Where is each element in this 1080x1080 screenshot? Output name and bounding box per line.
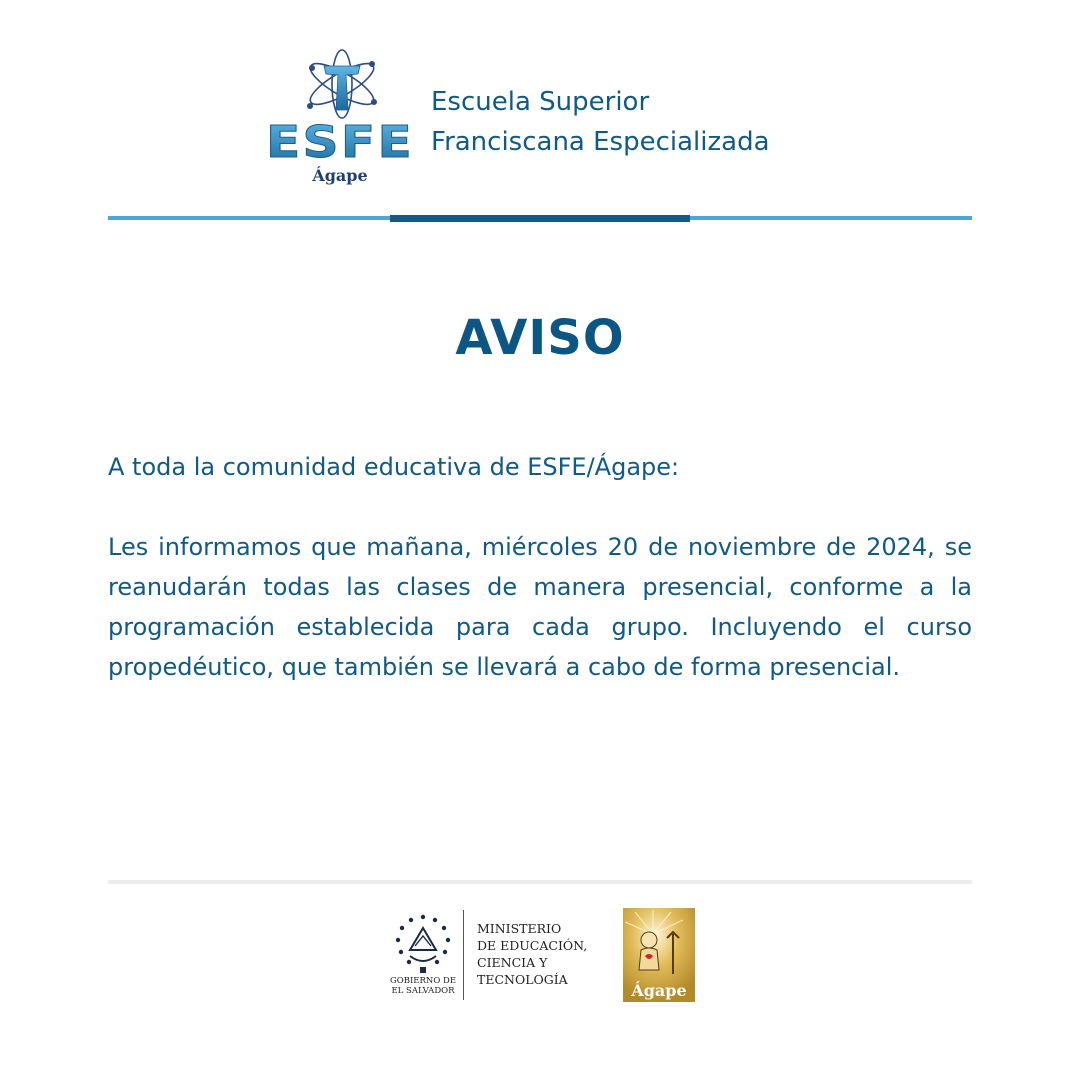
ministry-line4: TECNOLOGÍA xyxy=(477,972,568,987)
notice-greeting: A toda la comunidad educativa de ESFE/Ágape: xyxy=(108,453,680,481)
esfe-logo xyxy=(262,48,418,188)
government-caption-line2: EL SALVADOR xyxy=(391,986,455,996)
esfe-wordmark: ESFE xyxy=(266,117,414,168)
footer-divider xyxy=(108,880,972,884)
ministry-line1: MINISTERIO xyxy=(477,921,562,936)
agape-logo-label: Ágape xyxy=(631,981,687,1000)
header-divider-accent xyxy=(390,215,690,222)
government-caption-line1: GOBIERNO DE xyxy=(389,976,457,986)
footer-logo-divider xyxy=(463,910,464,1000)
ministry-name xyxy=(477,920,587,988)
school-name xyxy=(431,82,770,162)
notice-title: AVISO xyxy=(455,310,625,366)
notice-body: Les informamos que mañana, miércoles 20 de noviembre de 2024, se reanudarán todas las clases de manera presencial, conforme a la programación establecida para cada grupo. Incluyendo el curso propedéutico, que también se llevará a cabo de forma presencial. xyxy=(108,533,972,681)
school-name-line2: Franciscana Especializada xyxy=(431,127,770,157)
esfe-logo-subtitle: Ágape xyxy=(312,166,368,185)
ministry-line3: CIENCIA Y xyxy=(477,955,548,970)
government-caption xyxy=(378,976,468,996)
school-name-line1: Escuela Superior xyxy=(431,87,650,117)
ministry-line2: DE EDUCACIÓN, xyxy=(477,938,588,953)
agape-logo xyxy=(623,908,695,1002)
el-salvador-emblem-icon xyxy=(388,912,458,976)
